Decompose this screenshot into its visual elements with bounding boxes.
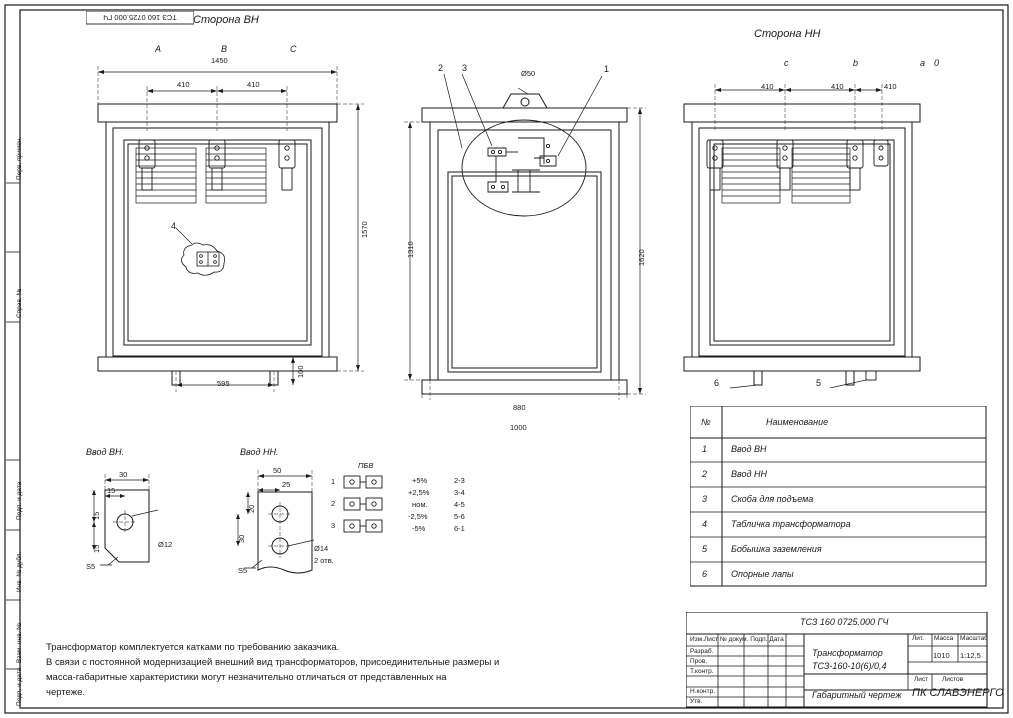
title-sheet-label: Лист [914, 676, 929, 683]
spec-row-4-name: Бобышка заземления [731, 544, 822, 554]
title-row-3: Т.контр. [690, 668, 714, 675]
margin-label-5: Подп. и дата [16, 667, 23, 706]
tap-row-3: 3 [331, 521, 336, 530]
detail-hv-d15b: 15 [92, 511, 101, 520]
detail-hv-d15c: 15 [92, 544, 101, 553]
tap-diagram [330, 472, 410, 552]
title-company: ПК СЛАВЭНЕРГО [912, 687, 1004, 699]
callout-5: 5 [816, 378, 822, 388]
tap-pct-3: -2,5% [408, 512, 428, 521]
title-row-1: Разраб. [690, 648, 714, 655]
title-product-1: Трансформатор [812, 648, 883, 658]
tap-pct-2: ном. [412, 500, 428, 509]
phase-label-b: B [221, 44, 228, 54]
margin-label-4: Взам. инв. № [16, 622, 23, 663]
detail-hv-title: Ввод ВН. [86, 447, 124, 457]
title-doc-type: Габаритный чертеж [812, 690, 902, 700]
phase-label-c: C [290, 44, 297, 54]
tap-pct-0: +5% [412, 476, 428, 485]
spec-header-name: Наименование [766, 417, 829, 427]
spec-row-3-name: Табличка трансформатора [731, 519, 851, 529]
dim-height-left: 1570 [360, 221, 369, 238]
detail-lv-holes-note: 2 отв. [314, 556, 334, 565]
tap-row-1: 1 [331, 477, 336, 486]
dim-span-lv2: 410 [831, 82, 844, 91]
title-row-0: Изм.Лист № докум. Подп. Дата [690, 636, 784, 643]
note-line-2: масса-габаритные характеристики могут незначительно отличаться от представленных на [46, 672, 447, 683]
dim-base-offset: 100 [296, 365, 305, 378]
detail-hv-d30: 30 [119, 470, 128, 479]
margin-label-1: Справ. № [16, 288, 23, 318]
tap-title: ПБВ [358, 461, 374, 470]
detail-lv-s5: S5 [238, 566, 248, 575]
spec-row-2-n: 3 [702, 494, 708, 504]
detail-hv-s5: S5 [86, 562, 96, 571]
note-line-1: В связи с постоянной модернизацией внешний вид трансформаторов, присоединительные размеры и [46, 657, 500, 668]
detail-hv-hole: Ø12 [158, 540, 173, 549]
margin-label-3: Инв. № дубл. [16, 551, 23, 592]
title-col-lit: Лит. [912, 635, 924, 642]
title-col-mass: Масса [934, 635, 954, 642]
callout-4: 4 [171, 221, 177, 231]
callout-6: 6 [714, 378, 720, 388]
tap-pair-0: 2-3 [454, 476, 465, 485]
phase-label-a-lv: a [920, 58, 926, 68]
title-row-5: Утв. [690, 698, 703, 705]
tap-row-2: 2 [331, 499, 336, 508]
tap-pair-3: 5-6 [454, 512, 465, 521]
phase-label-c-lv: c [784, 58, 789, 68]
top-code-text: ТСЗ 160 0725.000 ГЧ [103, 13, 177, 22]
detail-lv-title: Ввод НН. [240, 447, 279, 457]
title-sheets-label: Листов [942, 676, 964, 683]
phase-label-a: A [155, 44, 162, 54]
view-lv [670, 52, 950, 397]
tap-pair-4: 6-1 [454, 524, 465, 533]
dim-depth-total: 1000 [510, 423, 527, 432]
spec-row-1-n: 2 [702, 469, 708, 479]
detail-hv-d15: 15 [107, 486, 116, 495]
dim-span2: 410 [247, 80, 260, 89]
view-side [400, 60, 650, 400]
tap-list [408, 476, 492, 536]
detail-lv-d50: 50 [273, 466, 282, 475]
view-right-title: Сторона НН [754, 28, 821, 40]
spec-row-1-name: Ввод НН [731, 469, 767, 479]
callout-2: 2 [438, 63, 444, 73]
dim-hole-d50: Ø50 [521, 69, 536, 78]
title-row-4: Н.контр. [690, 688, 716, 695]
dim-height-right: 1620 [637, 249, 646, 266]
margin-label-0: Перв. примен. [16, 136, 23, 180]
spec-row-0-name: Ввод ВН [731, 444, 767, 454]
detail-lv-d20: 20 [247, 504, 256, 513]
title-scale: 1:12,5 [960, 651, 981, 660]
spec-row-0-n: 1 [702, 444, 708, 454]
dim-span1: 410 [177, 80, 190, 89]
title-code: ТСЗ 160 0725.000 ГЧ [800, 617, 889, 627]
view-hv [80, 36, 380, 396]
tap-pair-2: 4-5 [454, 500, 465, 509]
tap-pair-1: 3-4 [454, 488, 465, 497]
callout-3: 3 [462, 63, 468, 73]
dim-span-lv1: 410 [761, 82, 774, 91]
dim-span-lv3: 410 [884, 82, 897, 91]
dim-width-total: 1450 [211, 56, 228, 65]
spec-row-5-name: Опорные лапы [731, 569, 794, 579]
title-row-2: Пров. [690, 658, 708, 665]
spec-row-3-n: 4 [702, 519, 708, 529]
detail-lv-hole: Ø14 [314, 544, 329, 553]
callout-1: 1 [604, 64, 610, 74]
phase-label-b-lv: b [853, 58, 859, 68]
detail-lv-d30: 30 [237, 534, 246, 543]
title-col-scale: Масштаб [960, 635, 988, 642]
tap-pct-4: -5% [412, 524, 426, 533]
spec-row-5-n: 6 [702, 569, 708, 579]
spec-row-4-n: 5 [702, 544, 708, 554]
title-product-2: ТСЗ-160-10(6)/0,4 [812, 661, 887, 671]
dim-base-span: 595 [217, 379, 230, 388]
note-line-3: чертеже. [46, 687, 86, 698]
detail-lv-d25: 25 [282, 480, 291, 489]
dim-height-mid: 1310 [406, 241, 415, 258]
view-left-title: Сторона ВН [193, 14, 259, 26]
tap-pct-1: +2,5% [408, 488, 430, 497]
title-mass: 1010 [933, 651, 950, 660]
margin-label-2: Подп. и дата [16, 481, 23, 520]
note-line-0: Трансформатор комплектуется катками по требованию заказчика. [46, 642, 340, 653]
phase-label-0-lv: 0 [934, 58, 940, 68]
spec-header-n: № [701, 417, 711, 427]
detail-hv [80, 462, 210, 587]
dim-depth-inner: 880 [513, 403, 526, 412]
spec-row-2-name: Скоба для подъема [731, 494, 814, 504]
